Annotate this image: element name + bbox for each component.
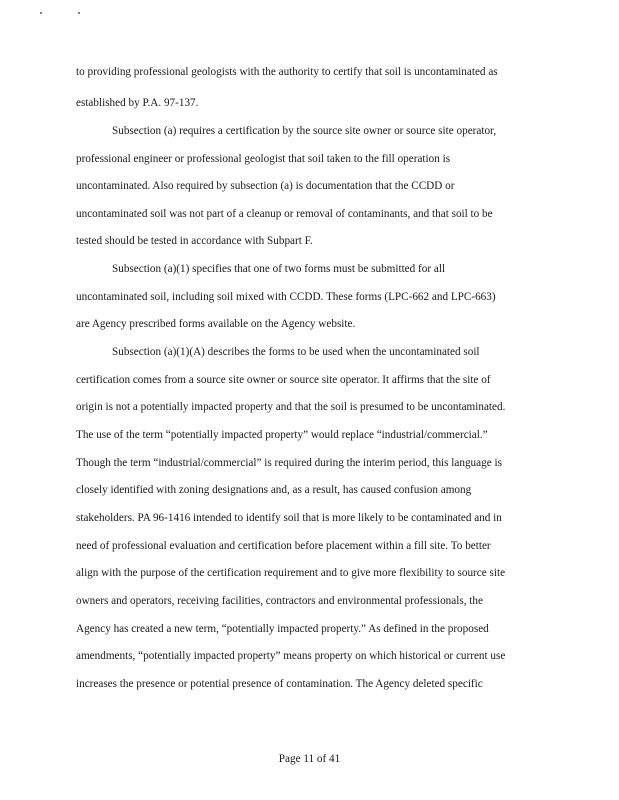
text-line: Agency has created a new term, “potentially impacted property.” As defined in the proposed <box>76 623 489 635</box>
text-line: are Agency prescribed forms available on the Agency website. <box>76 318 356 330</box>
page-number-footer: Page 11 of 41 <box>278 753 341 765</box>
text-line: align with the purpose of the certification requirement and to give more flexibility to source site <box>76 567 506 579</box>
text-line: Though the term “industrial/commercial” is required during the interim period, this language is <box>76 457 502 469</box>
text-line: amendments, “potentially impacted property” means property on which historical or current use <box>76 650 506 662</box>
text-line: The use of the term “potentially impacted property” would replace “industrial/commercial.” <box>76 429 488 441</box>
text-line: need of professional evaluation and certification before placement within a fill site. To better <box>76 540 491 552</box>
text-line: stakeholders. PA 96-1416 intended to identify soil that is more likely to be contaminated and in <box>76 512 502 524</box>
text-line: uncontaminated soil, including soil mixed with CCDD. These forms (LPC-662 and LPC-663) <box>76 291 496 303</box>
scan-speck <box>40 12 42 14</box>
text-line: professional engineer or professional geologist that soil taken to the fill operation is <box>76 153 451 165</box>
text-line: tested should be tested in accordance with Subpart F. <box>76 235 313 247</box>
paragraph-first-line: Subsection (a)(1)(A) describes the forms to be used when the uncontaminated soil <box>112 346 480 358</box>
text-line: to providing professional geologists with the authority to certify that soil is uncontaminated as <box>76 66 498 78</box>
paragraph-first-line: Subsection (a)(1) specifies that one of two forms must be submitted for all <box>112 263 446 275</box>
text-line: uncontaminated soil was not part of a cleanup or removal of contaminants, and that soil to be <box>76 208 493 220</box>
text-line: increases the presence or potential presence of contamination. The Agency deleted specific <box>76 678 483 690</box>
text-line: closely identified with zoning designations and, as a result, has caused confusion among <box>76 484 472 496</box>
text-line: owners and operators, receiving facilities, contractors and environmental professionals, the <box>76 595 483 607</box>
text-line: uncontaminated. Also required by subsection (a) is documentation that the CCDD or <box>76 180 455 192</box>
paragraph-first-line: Subsection (a) requires a certification by the source site owner or source site operator, <box>112 125 497 137</box>
scan-speck <box>78 12 80 14</box>
text-line: origin is not a potentially impacted property and that the soil is presumed to be uncontaminated. <box>76 401 506 413</box>
text-line: certification comes from a source site owner or source site operator. It affirms that the site of <box>76 374 491 386</box>
text-line: established by P.A. 97-137. <box>76 97 199 109</box>
